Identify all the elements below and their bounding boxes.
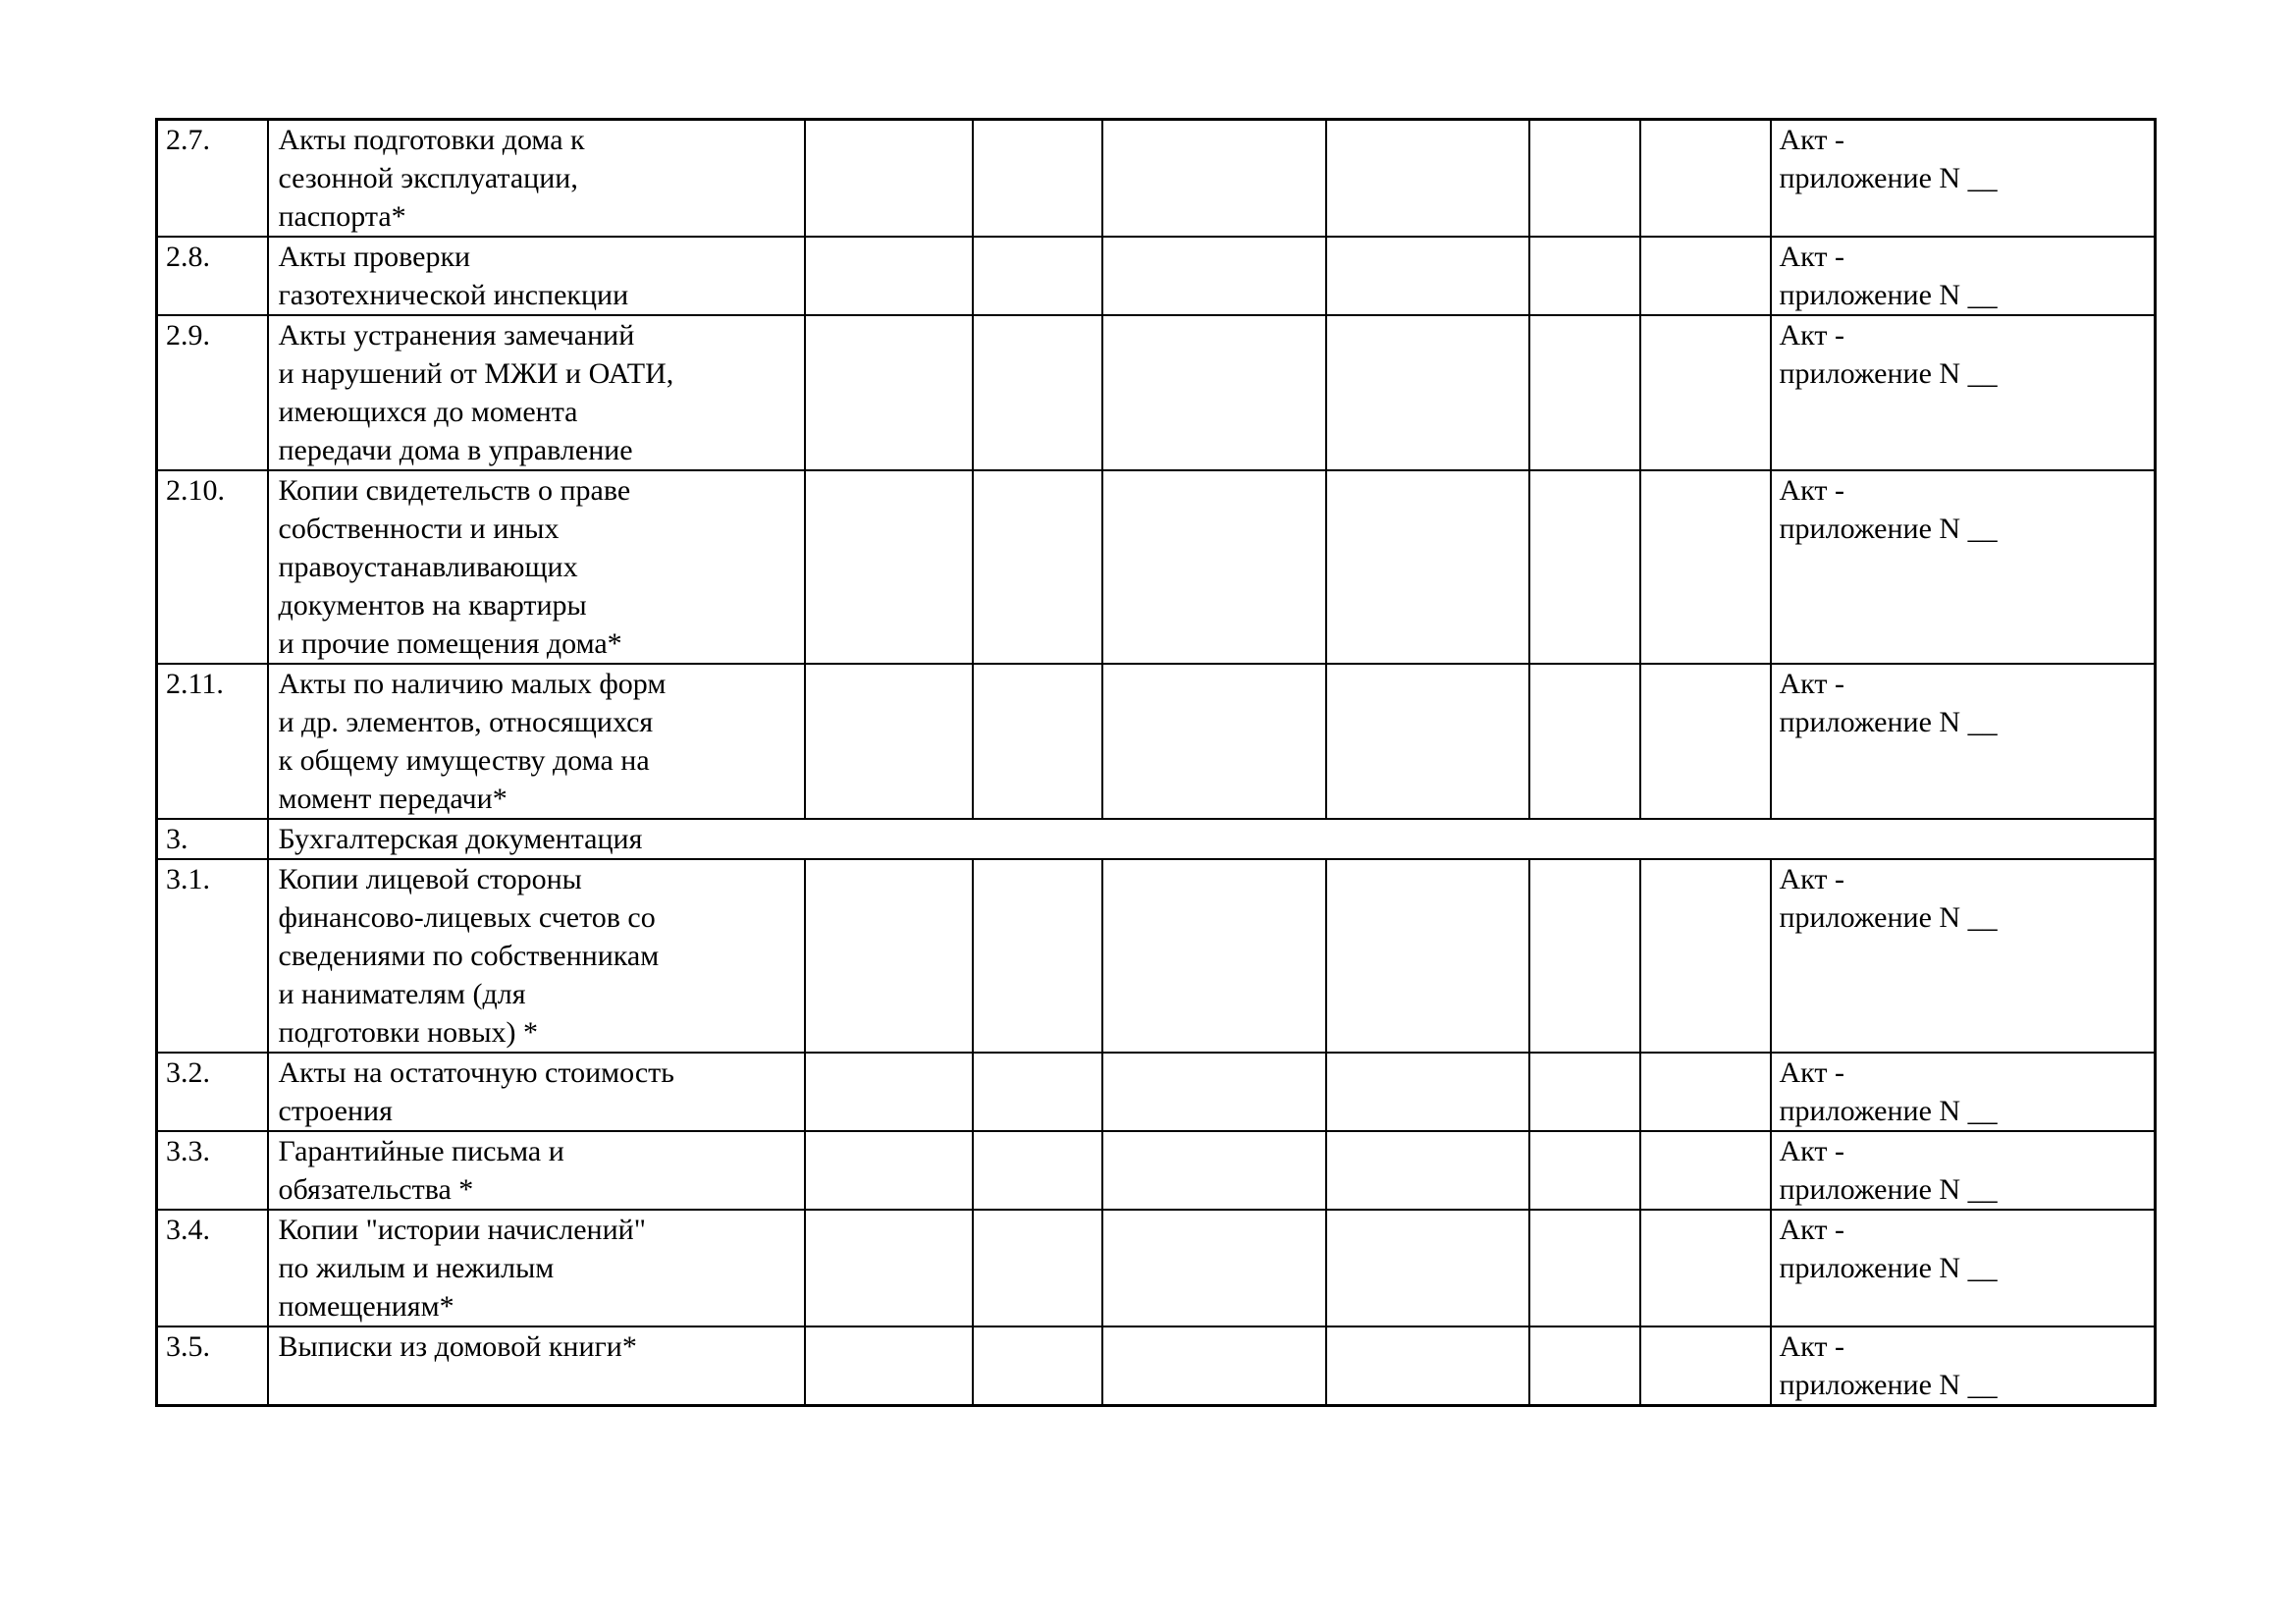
row-number: 2.11. [157, 664, 268, 819]
table-row [157, 664, 2156, 819]
empty-cell [973, 120, 1102, 238]
empty-cell [805, 859, 973, 1053]
table-body [157, 120, 2156, 1406]
empty-cell [1640, 315, 1771, 470]
empty-cell [1529, 470, 1640, 664]
empty-cell [1102, 1131, 1326, 1210]
empty-cell [1326, 470, 1529, 664]
empty-cell [1102, 315, 1326, 470]
empty-cell [1102, 237, 1326, 315]
empty-cell [805, 470, 973, 664]
empty-cell [1102, 470, 1326, 664]
row-number: 2.7. [157, 120, 268, 238]
row-description: Акты по наличию малых форм и др. элементов, относящихся к общему имуществу дома на момент передачи* [268, 664, 805, 819]
row-number: 3.3. [157, 1131, 268, 1210]
empty-cell [1326, 1326, 1529, 1406]
row-number: 3.2. [157, 1053, 268, 1131]
empty-cell [973, 1131, 1102, 1210]
empty-cell [1640, 1053, 1771, 1131]
empty-cell [1640, 1210, 1771, 1326]
table-row [157, 237, 2156, 315]
empty-cell [973, 664, 1102, 819]
empty-cell [1326, 1131, 1529, 1210]
empty-cell [1326, 664, 1529, 819]
empty-cell [1640, 1131, 1771, 1210]
table-row [157, 1053, 2156, 1131]
row-note: Акт - приложение N __ [1771, 315, 2156, 470]
row-note: Акт - приложение N __ [1771, 1210, 2156, 1326]
empty-cell [805, 664, 973, 819]
empty-cell [973, 1210, 1102, 1326]
table-row [157, 470, 2156, 664]
row-note: Акт - приложение N __ [1771, 859, 2156, 1053]
empty-cell [1529, 1053, 1640, 1131]
empty-cell [973, 470, 1102, 664]
empty-cell [973, 1326, 1102, 1406]
empty-cell [1529, 237, 1640, 315]
section-row [157, 819, 2156, 859]
empty-cell [973, 315, 1102, 470]
empty-cell [1326, 1210, 1529, 1326]
empty-cell [1640, 1326, 1771, 1406]
empty-cell [973, 859, 1102, 1053]
empty-cell [805, 1053, 973, 1131]
section-title: Бухгалтерская документация [268, 819, 2156, 859]
row-description: Акты подготовки дома к сезонной эксплуатации, паспорта* [268, 120, 805, 238]
row-note: Акт - приложение N __ [1771, 1131, 2156, 1210]
empty-cell [1640, 470, 1771, 664]
row-note: Акт - приложение N __ [1771, 664, 2156, 819]
empty-cell [1529, 1210, 1640, 1326]
empty-cell [1102, 120, 1326, 238]
row-number: 2.10. [157, 470, 268, 664]
row-description: Акты устранения замечаний и нарушений от МЖИ и ОАТИ, имеющихся до момента передачи дома в управление [268, 315, 805, 470]
row-description: Акты проверки газотехнической инспекции [268, 237, 805, 315]
empty-cell [1326, 1053, 1529, 1131]
row-number: 3. [157, 819, 268, 859]
empty-cell [805, 1326, 973, 1406]
empty-cell [1529, 315, 1640, 470]
empty-cell [805, 237, 973, 315]
empty-cell [805, 1210, 973, 1326]
document-table [155, 118, 2157, 1407]
empty-cell [1529, 1131, 1640, 1210]
row-note: Акт - приложение N __ [1771, 470, 2156, 664]
row-number: 2.9. [157, 315, 268, 470]
empty-cell [805, 315, 973, 470]
empty-cell [973, 237, 1102, 315]
empty-cell [1326, 315, 1529, 470]
empty-cell [1640, 664, 1771, 819]
empty-cell [1326, 237, 1529, 315]
empty-cell [1640, 859, 1771, 1053]
table-row [157, 1131, 2156, 1210]
empty-cell [1102, 1326, 1326, 1406]
empty-cell [1529, 664, 1640, 819]
row-description: Копии свидетельств о праве собственности и иных правоустанавливающих документов на квартиры и прочие помещения дома* [268, 470, 805, 664]
empty-cell [1640, 237, 1771, 315]
row-number: 3.4. [157, 1210, 268, 1326]
table-row [157, 315, 2156, 470]
empty-cell [1102, 859, 1326, 1053]
row-number: 3.1. [157, 859, 268, 1053]
table-row [157, 120, 2156, 238]
table-row [157, 859, 2156, 1053]
row-number: 2.8. [157, 237, 268, 315]
row-description: Копии лицевой стороны финансово-лицевых счетов со сведениями по собственникам и нанимателям (для подготовки новых) * [268, 859, 805, 1053]
empty-cell [1529, 1326, 1640, 1406]
empty-cell [1102, 1210, 1326, 1326]
empty-cell [1529, 859, 1640, 1053]
row-note: Акт - приложение N __ [1771, 237, 2156, 315]
empty-cell [1102, 664, 1326, 819]
table-row [157, 1326, 2156, 1406]
row-description: Гарантийные письма и обязательства * [268, 1131, 805, 1210]
empty-cell [1102, 1053, 1326, 1131]
empty-cell [805, 120, 973, 238]
empty-cell [1640, 120, 1771, 238]
row-description: Выписки из домовой книги* [268, 1326, 805, 1406]
empty-cell [1326, 859, 1529, 1053]
row-description: Копии "истории начислений" по жилым и нежилым помещениям* [268, 1210, 805, 1326]
row-number: 3.5. [157, 1326, 268, 1406]
table-row [157, 1210, 2156, 1326]
row-note: Акт - приложение N __ [1771, 1326, 2156, 1406]
empty-cell [1529, 120, 1640, 238]
row-note: Акт - приложение N __ [1771, 1053, 2156, 1131]
row-description: Акты на остаточную стоимость строения [268, 1053, 805, 1131]
row-note: Акт - приложение N __ [1771, 120, 2156, 238]
empty-cell [1326, 120, 1529, 238]
empty-cell [805, 1131, 973, 1210]
empty-cell [973, 1053, 1102, 1131]
